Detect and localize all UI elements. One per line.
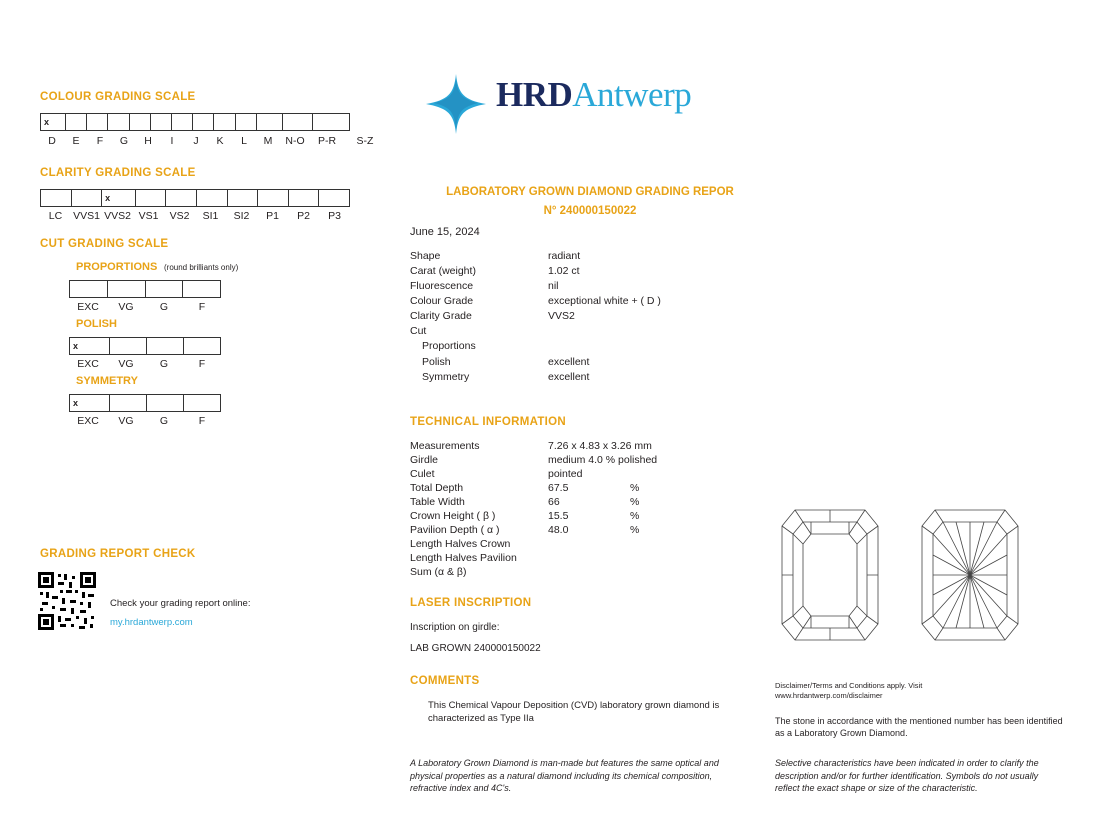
colour-label-K: K <box>216 135 224 147</box>
diamond-crown-diagram <box>775 500 885 650</box>
clarity-grading-scale-table <box>40 189 350 207</box>
polish-cell-F[interactable] <box>184 338 221 355</box>
proportions-cell-VG[interactable] <box>107 281 145 298</box>
colour-cell-J[interactable] <box>171 114 192 131</box>
polish-table <box>69 337 221 355</box>
proportions-label-EXC: EXC <box>77 301 99 313</box>
hrd-antwerp-logo <box>420 72 740 132</box>
clarity-label-P1: P1 <box>266 210 279 222</box>
colour-label-I: I <box>170 135 174 147</box>
detail-label-clarity-grade: Clarity Grade <box>410 310 472 322</box>
clarity-cell-P3[interactable] <box>319 190 350 207</box>
colour-grading-scale-table <box>40 113 350 131</box>
colour-label-E: E <box>72 135 80 147</box>
detail-label-cut: Cut <box>410 325 427 337</box>
tech-value-table-width: 66 <box>548 496 560 508</box>
colour-label-D: D <box>48 135 56 147</box>
clarity-label-VS2: VS2 <box>169 210 190 222</box>
symmetry-cell-EXC[interactable]: x <box>70 395 110 412</box>
tech-label-crown-height: Crown Height ( β ) <box>410 510 496 522</box>
detail-value-shape: radiant <box>548 250 581 262</box>
report-number: N° 240000150022 <box>543 205 637 217</box>
tech-label-culet: Culet <box>410 468 435 480</box>
clarity-label-VS1: VS1 <box>138 210 159 222</box>
detail-value-clarity-grade: VVS2 <box>548 310 575 322</box>
colour-label-NO: N-O <box>285 135 305 147</box>
symmetry-label-VG: VG <box>118 415 134 427</box>
colour-cell-G[interactable] <box>108 114 129 131</box>
clarity-grading-scale-title: CLARITY GRADING SCALE <box>40 167 196 179</box>
proportions-label-F: F <box>198 301 206 313</box>
detail-label-proportions: Proportions <box>422 340 476 352</box>
symmetry-label-F: F <box>198 415 206 427</box>
detail-value-polish: excellent <box>548 356 590 368</box>
symmetry-title: SYMMETRY <box>76 375 138 387</box>
logo-wordmark <box>496 75 691 115</box>
clarity-scale-labels <box>40 210 360 224</box>
detail-value-colour-grade: exceptional white + ( D ) <box>548 295 661 307</box>
proportions-label-G: G <box>159 301 169 313</box>
clarity-cell-VVS1[interactable] <box>71 190 102 207</box>
colour-cell-NO[interactable] <box>256 114 282 131</box>
symmetry-label-EXC: EXC <box>77 415 99 427</box>
comments-text: This Chemical Vapour Deposition (CVD) laboratory grown diamond is characterized as Type IIa <box>428 700 720 725</box>
detail-label-fluorescence: Fluorescence <box>410 280 474 292</box>
clarity-label-P3: P3 <box>328 210 341 222</box>
diamond-pavilion-diagram <box>915 500 1025 650</box>
footnote-lab-grown: A Laboratory Grown Diamond is man-made but features the same optical and physical properties as a natural diamond including its chemical composition, refractive index and 4C's. <box>410 758 719 794</box>
colour-cell-E[interactable] <box>65 114 86 131</box>
colour-cell-PR[interactable] <box>283 114 313 131</box>
logo-hrd-text: HRD <box>496 75 573 114</box>
polish-label-G: G <box>159 358 169 370</box>
tech-value-measurements: 7.26 x 4.83 x 3.26 mm <box>548 440 652 452</box>
colour-label-SZ: S-Z <box>356 135 374 147</box>
polish-cell-G[interactable] <box>147 338 184 355</box>
tech-label-length-halves-pavilion: Length Halves Pavilion <box>410 552 517 564</box>
colour-label-F: F <box>96 135 104 147</box>
polish-label-F: F <box>198 358 206 370</box>
proportions-labels <box>69 301 229 315</box>
polish-labels <box>69 358 229 372</box>
grading-report-check-caption: Check your grading report online: <box>110 598 251 609</box>
laser-inscription-title: LASER INSCRIPTION <box>410 597 532 609</box>
colour-scale-labels <box>40 135 374 149</box>
clarity-label-VVS1: VVS1 <box>73 210 100 222</box>
report-title: LABORATORY GROWN DIAMOND GRADING REPOR <box>446 186 734 198</box>
proportions-label-VG: VG <box>118 301 134 313</box>
disclaimer-line2: www.hrdantwerp.com/disclaimer <box>775 691 883 700</box>
qr-code[interactable] <box>38 572 96 630</box>
colour-cell-H[interactable] <box>129 114 150 131</box>
clarity-cell-P2[interactable] <box>288 190 319 207</box>
cut-grading-scale-title: CUT GRADING SCALE <box>40 238 169 250</box>
detail-label-symmetry: Symmetry <box>422 371 470 383</box>
report-main-column <box>410 0 1110 836</box>
symmetry-table <box>69 394 221 412</box>
tech-unit-pavilion-depth: % <box>630 524 640 536</box>
tech-value-culet: pointed <box>548 468 583 480</box>
proportions-cell-F[interactable] <box>183 281 221 298</box>
polish-cell-EXC[interactable]: x <box>70 338 110 355</box>
polish-title: POLISH <box>76 318 117 330</box>
tech-label-sum: Sum (α & β) <box>410 566 467 578</box>
colour-cell-I[interactable] <box>150 114 171 131</box>
tech-value-girdle: medium 4.0 % polished <box>548 454 658 466</box>
proportions-title: PROPORTIONS <box>76 261 158 273</box>
report-date: June 15, 2024 <box>410 226 480 238</box>
clarity-label-SI2: SI2 <box>233 210 250 222</box>
colour-cell-D[interactable]: x <box>41 114 66 131</box>
polish-cell-VG[interactable] <box>110 338 147 355</box>
tech-unit-table-width: % <box>630 496 640 508</box>
detail-label-carat: Carat (weight) <box>410 265 476 277</box>
polish-label-VG: VG <box>118 358 134 370</box>
stone-identification-note: The stone in accordance with the mentioned number has been identified as a Laboratory Grown Diamond. <box>775 716 1063 739</box>
grading-report-check-title: GRADING REPORT CHECK <box>40 548 196 560</box>
technical-information-title: TECHNICAL INFORMATION <box>410 416 567 428</box>
symmetry-cell-F[interactable] <box>184 395 221 412</box>
colour-label-M: M <box>263 135 273 147</box>
colour-cell-F[interactable] <box>87 114 108 131</box>
tech-value-pavilion-depth: 48.0 <box>548 524 569 536</box>
clarity-cell-LC[interactable] <box>41 190 72 207</box>
colour-label-G: G <box>119 135 129 147</box>
logo-antwerp-text: Antwerp <box>572 75 692 114</box>
laser-inscription-subtitle: Inscription on girdle: <box>410 622 500 633</box>
clarity-label-VVS2: VVS2 <box>104 210 131 222</box>
detail-row-symmetry <box>410 371 830 389</box>
tech-value-crown-height: 15.5 <box>548 510 569 522</box>
clarity-label-SI1: SI1 <box>202 210 219 222</box>
tech-label-length-halves-crown: Length Halves Crown <box>410 538 511 550</box>
symmetry-cell-G[interactable] <box>147 395 184 412</box>
proportions-note: (round brilliants only) <box>164 263 239 272</box>
symmetry-cell-VG[interactable] <box>110 395 147 412</box>
detail-label-shape: Shape <box>410 250 441 262</box>
symmetry-label-G: G <box>159 415 169 427</box>
colour-label-H: H <box>144 135 152 147</box>
characteristics-note: Selective characteristics have been indicated in order to clarify the description and/or for further identification. Symbols do not usually reflect the exact shape or size of the characteristic. <box>775 758 1039 794</box>
colour-label-L: L <box>241 135 247 147</box>
proportions-cell-EXC[interactable] <box>70 281 108 298</box>
tech-label-girdle: Girdle <box>410 454 439 466</box>
tech-label-pavilion-depth: Pavilion Depth ( α ) <box>410 524 500 536</box>
polish-label-EXC: EXC <box>77 358 99 370</box>
clarity-label-P2: P2 <box>297 210 310 222</box>
tech-label-total-depth: Total Depth <box>410 482 464 494</box>
colour-grading-scale-title: COLOUR GRADING SCALE <box>40 91 196 103</box>
proportions-table <box>69 280 221 298</box>
disclaimer-line1: Disclaimer/Terms and Conditions apply. Visit <box>775 681 923 690</box>
colour-cell-SZ[interactable] <box>313 114 350 131</box>
detail-label-colour-grade: Colour Grade <box>410 295 474 307</box>
clarity-cell-SI1[interactable] <box>197 190 228 207</box>
tech-label-measurements: Measurements <box>410 440 480 452</box>
detail-value-symmetry: excellent <box>548 371 590 383</box>
symmetry-labels <box>69 415 229 429</box>
clarity-cell-P1[interactable] <box>258 190 289 207</box>
star-icon <box>420 72 492 136</box>
colour-cell-L[interactable] <box>214 114 235 131</box>
tech-value-total-depth: 67.5 <box>548 482 569 494</box>
laser-inscription-value: LAB GROWN 240000150022 <box>410 643 541 654</box>
grading-report-check-link[interactable]: my.hrdantwerp.com <box>110 617 193 628</box>
tech-label-table-width: Table Width <box>410 496 465 508</box>
colour-label-PR: P-R <box>317 135 337 147</box>
proportions-cell-G[interactable] <box>145 281 183 298</box>
detail-label-polish: Polish <box>422 356 451 368</box>
clarity-cell-VVS2[interactable]: x <box>102 190 136 207</box>
colour-cell-K[interactable] <box>193 114 214 131</box>
colour-cell-M[interactable] <box>235 114 256 131</box>
colour-label-J: J <box>193 135 199 147</box>
detail-value-carat: 1.02 ct <box>548 265 580 277</box>
tech-unit-total-depth: % <box>630 482 640 494</box>
tech-unit-crown-height: % <box>630 510 640 522</box>
clarity-cell-SI2[interactable] <box>227 190 258 207</box>
comments-title: COMMENTS <box>410 675 480 687</box>
detail-value-fluorescence: nil <box>548 280 559 292</box>
clarity-cell-VS1[interactable] <box>135 190 166 207</box>
clarity-label-LC: LC <box>48 210 63 222</box>
clarity-cell-VS2[interactable] <box>166 190 197 207</box>
